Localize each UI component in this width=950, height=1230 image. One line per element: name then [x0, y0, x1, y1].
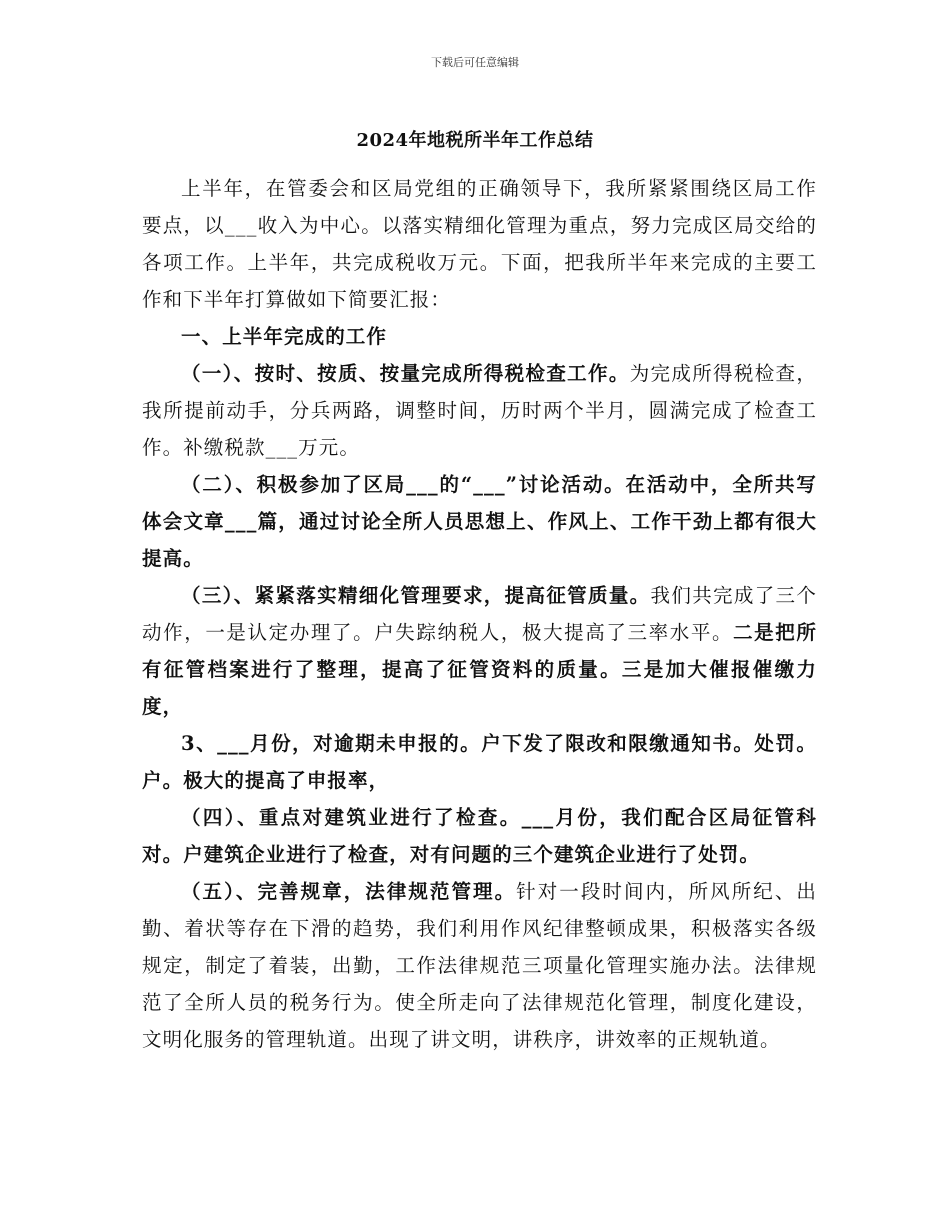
paragraph-item-3-sub [142, 725, 817, 799]
paragraph-text: 上半年，在管委会和区局党组的正确领导下，我所紧紧围绕区局工作要点，以___收入为中心。以落实精细化管理为重点，努力完成区局交给的各项工作。上半年，共完成税收万元。下面，把我所半年来完成的主要工作和下半年打算做如下简要汇报： [142, 177, 817, 311]
paragraph-intro [142, 170, 817, 318]
item-heading: （一）、按时、按质、按量完成所得税检查工作。 [181, 362, 630, 385]
paragraph-item-5 [142, 873, 817, 1058]
paragraph-bold-tail: 二是把所有征管档案进行了整理，提高了征管资料的质量。三是加大催报催缴力度， [142, 621, 817, 718]
section-heading-1 [142, 318, 817, 355]
paragraph-text: 我们共完成了三个动作，一是认定办理了。户失踪纳税人，极大提高了三率水平。 [142, 584, 817, 644]
item-heading: 3、___月份，对逾期未申报的。户下发了限改和限缴通知书。处罚。户。极大的提高了申报率， [142, 732, 817, 792]
paragraph-item-4 [142, 799, 817, 873]
paragraph-item-2 [142, 466, 817, 577]
item-heading: （五）、完善规章，法律规范管理。 [181, 880, 517, 903]
paragraph-item-1 [142, 355, 817, 466]
document-title: 2024年地税所半年工作总结 [356, 130, 594, 151]
paragraph-text: 为完成所得税检查，我所提前动手，分兵两路，调整时间，历时两个半月，圆满完成了检查工作。补缴税款___万元。 [142, 362, 817, 459]
item-heading: （三）、紧紧落实精细化管理要求，提高征管质量。 [181, 584, 651, 607]
header-note: 下载后可任意编辑 [431, 56, 519, 69]
item-heading: （四）、重点对建筑业进行了检查。___月份，我们配合区局征管科对。户建筑企业进行了检查，对有问题的三个建筑企业进行了处罚。 [142, 806, 817, 866]
document-body [142, 170, 817, 1058]
paragraph-text: 针对一段时间内，所风所纪、出勤、着状等存在下滑的趋势，我们利用作风纪律整顿成果，积极落实各级规定，制定了着装，出勤，工作法律规范三项量化管理实施办法。法律规范了全所人员的税务行为。使全所走向了法律规范化管理，制度化建设，文明化服务的管理轨道。出现了讲文明，讲秩序，讲效率的正规轨道。 [142, 880, 817, 1051]
item-heading: （二）、积极参加了区局___的“___”讨论活动。在活动中，全所共写体会文章___篇，通过讨论全所人员思想上、作风上、工作干劲上都有很大提高。 [142, 473, 817, 570]
paragraph-item-3 [142, 577, 817, 725]
section-heading-text: 一、上半年完成的工作 [181, 325, 388, 348]
